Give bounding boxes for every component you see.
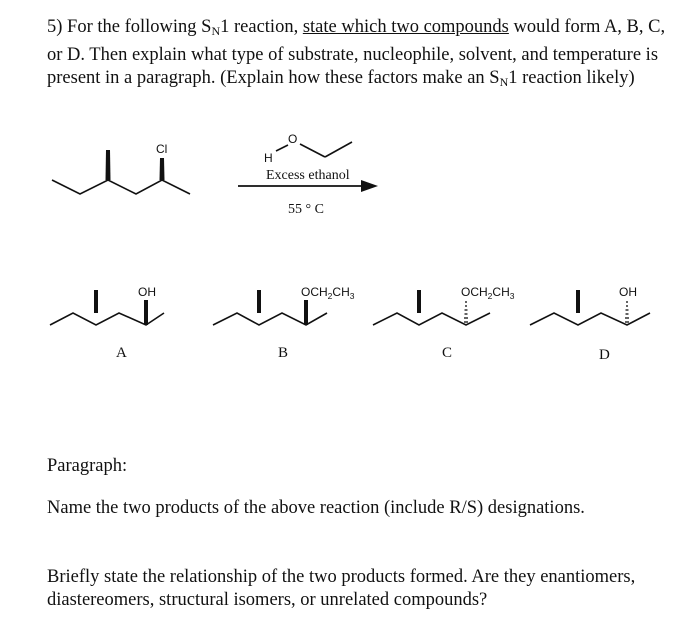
arrow-head [361,180,378,192]
solvent-label: Excess ethanol [266,168,350,183]
relationship-prompt: Briefly state the relationship of the two products formed. Are they enantiomers, diastereomers, structural isomers, or unrelated compounds? [47,567,636,610]
paragraph-label: Paragraph: [47,456,128,476]
substrate-cl-label: Cl [156,142,168,156]
product-b-structure [213,313,327,325]
product-c-structure [373,313,490,325]
product-c-methyl-wedge [417,290,421,313]
question-text: 5) For the following $S_N1$ reaction, state which two compounds would form A, B, C, or D. Then explain what type of substrate, nucleophile, solvent, and temperature is present in a paragraph. (Explain how these factors make an $S_N1$ reaction likely) [47,17,666,89]
product-c-group: $OCH_2CH_3$ [461,285,515,301]
product-a-oh-wedge [144,300,148,325]
temperature-label: 55 ° C [288,202,324,217]
underlined-phrase: state which two compounds [302,17,509,37]
ethanol-h-label: H [264,151,273,165]
ethanol-o-label: O [288,132,298,146]
product-b-group: $OCH_2CH_3$ [301,285,355,301]
substrate-structure [52,180,190,194]
product-c-ether-hash [464,302,468,322]
product-a-label: A [116,345,127,361]
name-products-prompt: Name the two products of the above reaction (include R/S) designations. [47,498,585,518]
product-d-label: D [599,347,610,363]
product-a-methyl-wedge [94,290,98,313]
product-d-methyl-wedge [576,290,580,313]
product-c-label: C [442,345,453,361]
product-d-group: OH [619,285,637,299]
product-b-methyl-wedge [257,290,261,313]
product-d-structure [530,313,650,325]
product-a-group: OH [138,285,156,299]
product-d-oh-hash [625,302,629,322]
substrate-cl-wedge [160,158,165,180]
product-b-label: B [278,345,289,361]
substrate-methyl-wedge [106,150,111,180]
product-b-ether-wedge [304,300,308,325]
